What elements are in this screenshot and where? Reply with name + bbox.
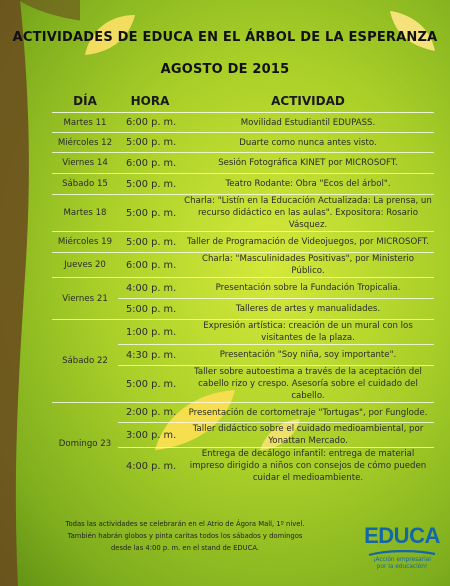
table-row xyxy=(52,113,434,133)
column-header-day: DÍA xyxy=(52,92,118,113)
table-header-row xyxy=(52,92,434,113)
time-cell: 4:30 p. m. xyxy=(118,345,182,366)
activity-cell: Taller sobre autoestima a través de la aceptación del cabello rizo y crespo. Asesoría sobre el cuidado del cabello. xyxy=(182,366,434,403)
time-cell: 1:00 p. m. xyxy=(118,320,182,345)
logo-tagline: ¡Acción empresarial xyxy=(373,557,431,563)
time-cell: 5:00 p. m. xyxy=(118,195,182,232)
footer-line: desde las 4:00 p. m. en el stand de EDUCA. xyxy=(110,544,260,552)
day-cell: Martes 18 xyxy=(52,195,118,232)
activity-cell: Sesión Fotográfica KINET por MICROSOFT. xyxy=(182,153,434,174)
table-row xyxy=(52,278,434,299)
day-cell: Sábado 22 xyxy=(52,320,118,403)
activity-cell: Charla: "Masculinidades Positivas", por Ministerio Público. xyxy=(182,253,434,278)
activity-cell: Charla: "Listín en la Educación Actualizada: La prensa, un recurso didáctico en las aulas". Expositora: Rosario Vásquez. xyxy=(182,195,434,232)
table-row xyxy=(52,174,434,195)
footer-line: Todas las actividades se celebrarán en el Atrio de Ágora Mall, 1º nivel. xyxy=(65,520,305,528)
column-header-activity: ACTIVIDAD xyxy=(182,92,434,113)
activity-cell: Taller de Programación de Videojuegos, por MICROSOFT. xyxy=(182,232,434,253)
activity-cell: Taller didáctico sobre el cuidado medioambiental, por Yonattan Mercado. xyxy=(182,423,434,448)
time-cell: 2:00 p. m. xyxy=(118,403,182,423)
table-row xyxy=(52,232,434,253)
swoosh-icon xyxy=(367,549,437,557)
day-cell: Sábado 15 xyxy=(52,174,118,195)
logo-tagline: por la educación! xyxy=(376,564,428,570)
day-cell: Viernes 14 xyxy=(52,153,118,174)
activity-cell: Talleres de artes y manualidades. xyxy=(182,299,434,320)
time-cell: 5:00 p. m. xyxy=(118,174,182,195)
time-cell: 5:00 p. m. xyxy=(118,299,182,320)
activity-cell: Expresión artística: creación de un mural con los visitantes de la plaza. xyxy=(182,320,434,345)
column-header-time: HORA xyxy=(118,92,182,113)
activity-cell: Duarte como nunca antes visto. xyxy=(182,133,434,153)
table-row xyxy=(52,133,434,153)
table-row xyxy=(52,403,434,423)
day-cell: Jueves 20 xyxy=(52,253,118,278)
page-subtitle: AGOSTO DE 2015 xyxy=(160,62,290,77)
activity-cell: Movilidad Estudiantil EDUPASS. xyxy=(182,113,434,133)
time-cell: 6:00 p. m. xyxy=(118,153,182,174)
time-cell: 6:00 p. m. xyxy=(118,253,182,278)
footer-line: También habrán globos y pinta caritas todos los sábados y domingos xyxy=(67,532,303,540)
time-cell: 6:00 p. m. xyxy=(118,113,182,133)
table-row xyxy=(52,320,434,345)
time-cell: 4:00 p. m. xyxy=(118,278,182,299)
activity-cell: Teatro Rodante: Obra "Ecos del árbol". xyxy=(182,174,434,195)
activity-cell: Entrega de decálogo infantil: entrega de material impreso dirigido a niños con consejos de cómo pueden cuidar el medioambiente. xyxy=(182,448,434,485)
time-cell: 3:00 p. m. xyxy=(118,423,182,448)
footer-note xyxy=(60,518,310,554)
educa-logo xyxy=(360,523,444,571)
table-row xyxy=(52,195,434,232)
schedule-table xyxy=(52,92,434,484)
day-cell: Domingo 23 xyxy=(52,403,118,485)
time-cell: 5:00 p. m. xyxy=(118,133,182,153)
activity-cell: Presentación sobre la Fundación Tropicalia. xyxy=(182,278,434,299)
time-cell: 5:00 p. m. xyxy=(118,366,182,403)
day-cell: Viernes 21 xyxy=(52,278,118,320)
table-row xyxy=(52,253,434,278)
page-title: ACTIVIDADES DE EDUCA EN EL ÁRBOL DE LA ESPERANZA xyxy=(12,30,438,45)
day-cell: Miércoles 19 xyxy=(52,232,118,253)
logo-name: EDUCA xyxy=(364,523,440,548)
table-row xyxy=(52,153,434,174)
time-cell: 5:00 p. m. xyxy=(118,232,182,253)
day-cell: Miércoles 12 xyxy=(52,133,118,153)
activity-cell: Presentación "Soy niña, soy importante". xyxy=(182,345,434,366)
activity-cell: Presentación de cortometraje "Tortugas", por Funglode. xyxy=(182,403,434,423)
day-cell: Martes 11 xyxy=(52,113,118,133)
time-cell: 4:00 p. m. xyxy=(118,448,182,485)
